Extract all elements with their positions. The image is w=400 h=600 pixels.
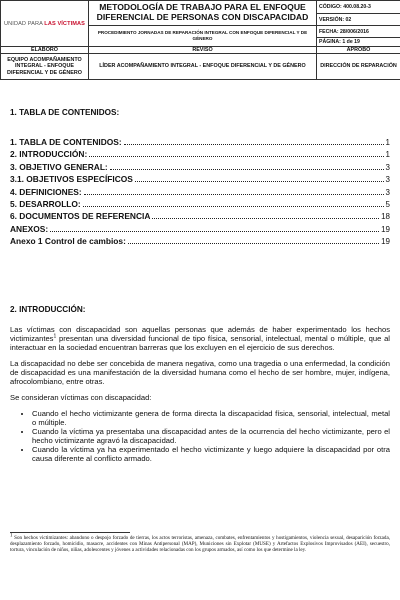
list-item: • Cuando la víctima ya ha experimentado el hecho victimizante y luego adquiere la discapacidad por otra causa diferente al conflicto armado.	[32, 445, 390, 463]
aprobo-value: DIRECCIÓN DE REPARACIÓN	[317, 54, 400, 80]
reviso-value: LÍDER ACOMPAÑAMIENTO INTEGRAL - ENFOQUE DIFERENCIAL Y DE GÉNERO	[89, 54, 317, 80]
introduction-section	[10, 305, 390, 463]
toc-entry[interactable]: 6. DOCUMENTOS DE REFERENCIA 18	[10, 211, 390, 222]
toc-entry[interactable]: 3.1. OBJETIVOS ESPECÍFICOS 3	[10, 174, 390, 185]
footnote-divider	[10, 532, 130, 533]
toc-entry[interactable]: ANEXOS: 19	[10, 223, 390, 234]
discapacidad-bullet-list	[10, 409, 390, 463]
intro-paragraph-1: Las víctimas con discapacidad son aquellas personas que además de haber experimentado los hechos victimizantes$^1$ presentan una diversidad funcional de tipo física, sensorial, intelectual, mental o múltiple, que al interactuar en la sociedad encuentran barreras que los excluyen en el ejercicio de sus derechos.	[10, 325, 390, 352]
footnote: 1 Son hechos victimizantes: abandono o despojo forzado de tierras, los actos terroristas, amenaza, combates, enfrentamientos y hostigamientos, violencia sexual, desaparición forzada, desplazamiento forzado, homicidio, masacre, accidentes con Minas Antipersonal (MAP), Municiones sin Explotar (MUSE) y Artefactos Explosivos Improvisados (AEI), secuestro, tortura, vinculación de niños, niñas, adolescentes y jóvenes a actividades relacionadas con los grupos armados, así como los que determine la ley.	[10, 533, 390, 553]
toc-entry[interactable]: 3. OBJETIVO GENERAL: 3	[10, 161, 390, 172]
document-subtitle: PROCEDIMIENTO JORNADAS DE REPARACIÓN INTEGRAL CON ENFOQUE DIFERENCIAL Y DE GÉNERO	[89, 26, 317, 47]
logo-cell	[1, 1, 89, 47]
elaboro-label: ELABORÓ	[1, 47, 89, 54]
toc-entry[interactable]: 5. DESARROLLO: 5	[10, 198, 390, 209]
list-item: • Cuando el hecho victimizante genera de forma directa la discapacidad física, sensorial, intelectual, metal o múltiple.	[32, 409, 390, 427]
document-code: CÓDIGO: 400.08.20-3	[317, 1, 400, 14]
unidad-victimas-logo: UNIDAD PARA LAS VÍCTIMAS	[4, 20, 85, 27]
document-page-number: PÁGINA: 1 de 19	[317, 38, 400, 47]
introduction-heading: 2. INTRODUCCIÓN:	[10, 305, 86, 314]
footnote-ref[interactable]: 1	[53, 333, 57, 340]
aprobo-label: APROBÓ	[317, 47, 400, 54]
toc-entry[interactable]: Anexo 1 Control de cambios: 19	[10, 236, 390, 247]
reviso-label: REVISÓ	[89, 47, 317, 54]
toc-entry[interactable]: 4. DEFINICIONES: 3	[10, 186, 390, 197]
document-version: VERSIÓN: 02	[317, 14, 400, 26]
document-header-table	[0, 0, 400, 80]
toc-list	[10, 137, 390, 249]
document-title: METODOLOGÍA DE TRABAJO PARA EL ENFOQUE DIFERENCIAL DE PERSONAS CON DISCAPACIDAD	[89, 1, 317, 26]
intro-paragraph-3: Se consideran víctimas con discapacidad:	[10, 393, 152, 402]
toc-entry[interactable]: 2. INTRODUCCIÓN: 1	[10, 149, 390, 160]
elaboro-value: EQUIPO ACOMPAÑAMIENTO INTEGRAL - ENFOQUE DIFERENCIAL Y DE GÉNERO	[1, 54, 89, 80]
document-date: FECHA: 28/006/2016	[317, 26, 400, 38]
toc-heading: 1. TABLA DE CONTENIDOS:	[10, 108, 120, 117]
toc-entry[interactable]: 1. TABLA DE CONTENIDOS: 1	[10, 137, 390, 147]
list-item: • Cuando la víctima ya presentaba una discapacidad antes de la ocurrencia del hecho victimizante, pero el hecho victimizante agravó la discapacidad.	[32, 427, 390, 445]
table-of-contents-section	[10, 108, 390, 249]
intro-paragraph-2: La discapacidad no debe ser concebida de manera negativa, como una tragedia o una enfermedad, la condición de discapacidad es una manifestación de la diversidad humana como el hecho de ser hombre, mujer, indígena, afrocolombiano, entre otras.	[10, 359, 390, 386]
